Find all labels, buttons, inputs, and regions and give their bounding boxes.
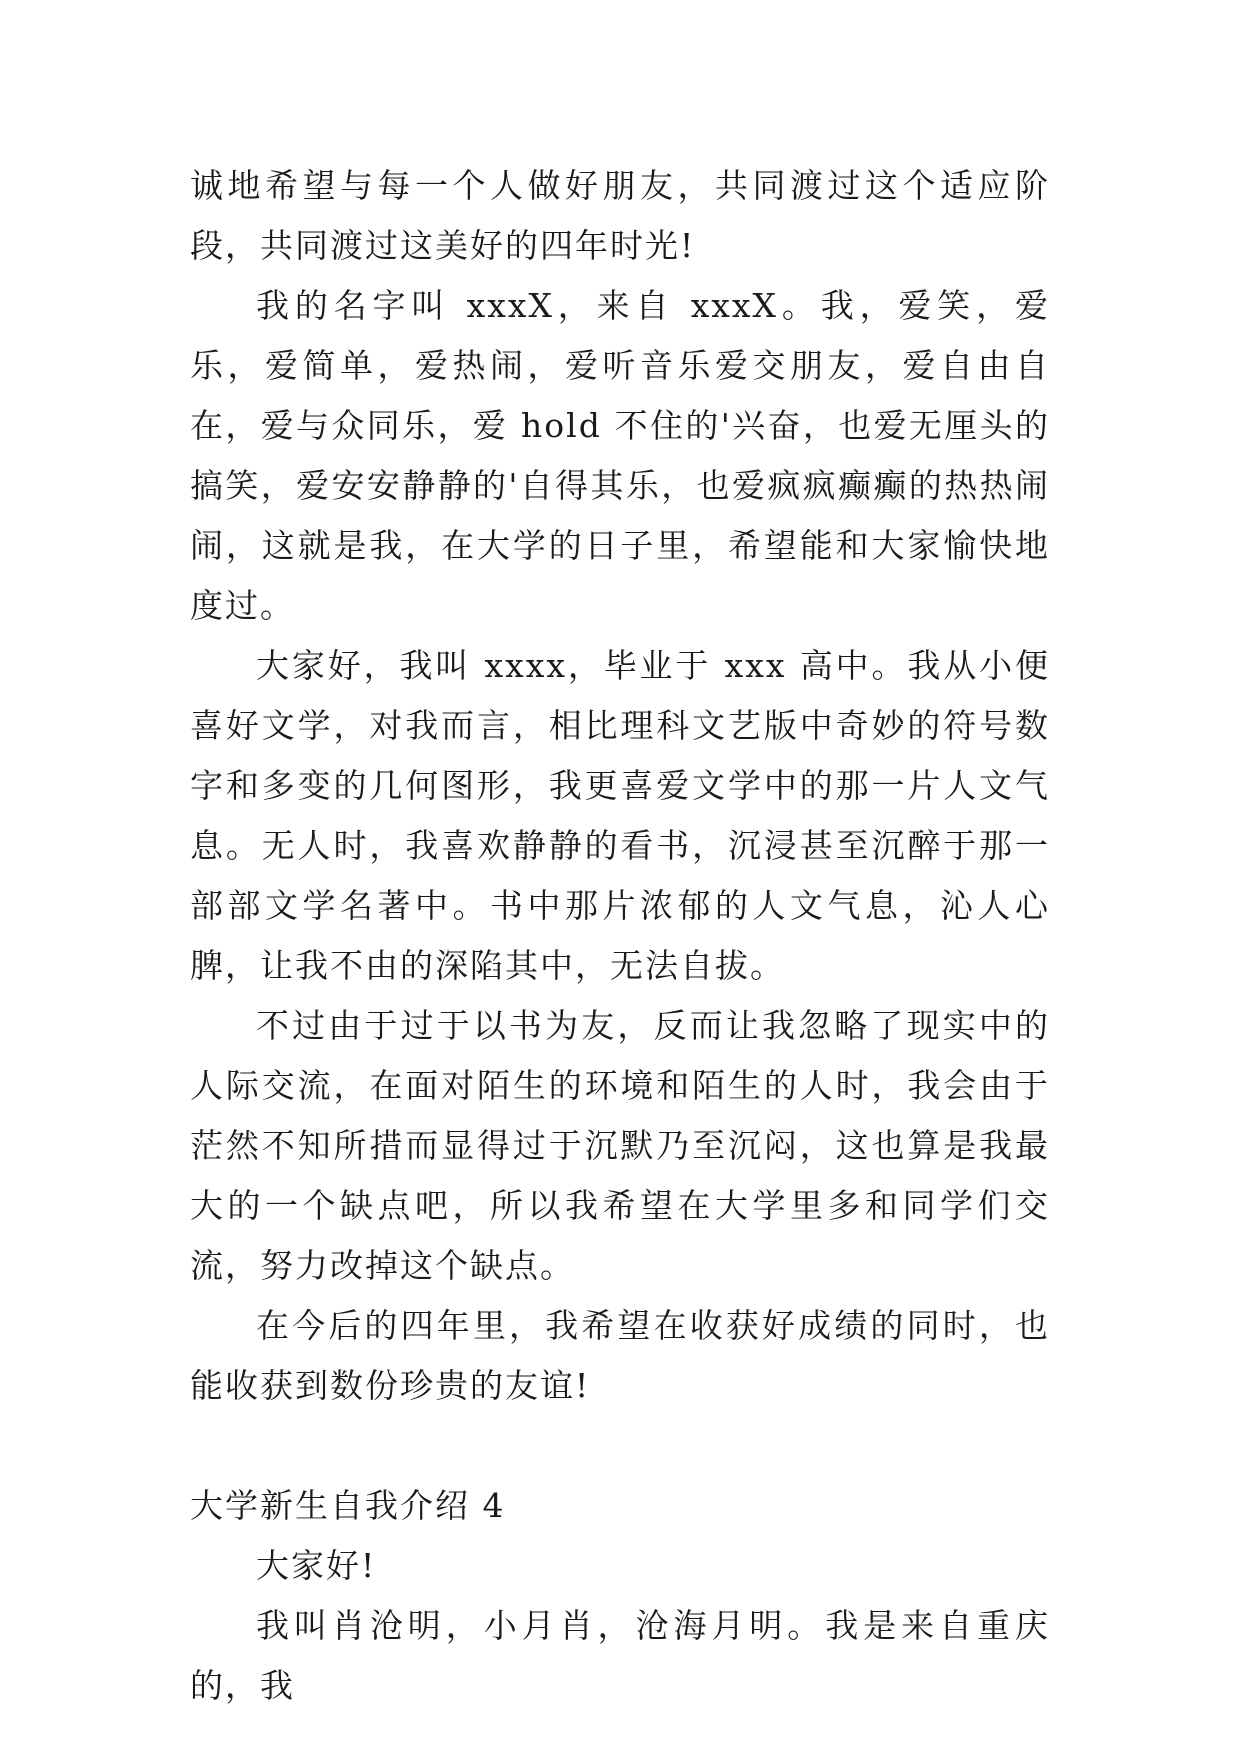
paragraph-shortcoming: 不过由于过于以书为友，反而让我忽略了现实中的人际交流，在面对陌生的环境和陌生的人时，我会由于茫然不知所措而显得过于沉默乃至沉闷，这也算是我最大的一个缺点吧，所以我希望在大学里多和同学们交流，努力改掉这个缺点。 — [190, 1006, 1050, 1285]
paragraph-hope: 在今后的四年里，我希望在收获好成绩的同时，也能收获到数份珍贵的友谊! — [190, 1306, 1050, 1405]
document-body — [190, 156, 1050, 1716]
paragraph-intro-xxxX: 我的名字叫 xxxX，来自 xxxX。我，爱笑，爱乐，爱简单，爱热闹，爱听音乐爱交朋友，爱自由自在，爱与众同乐，爱 hold 不住的'兴奋，也爱无厘头的搞笑，爱安安静静的'自得其乐，也爱疯疯癫癫的热热闹闹，这就是我，在大学的日子里，希望能和大家愉快地度过。 — [190, 286, 1050, 625]
paragraph-name-intro: 我叫肖沧明，小月肖，沧海月明。我是来自重庆的，我 — [190, 1606, 1050, 1705]
paragraph-greeting: 大家好! — [256, 1546, 377, 1585]
section-title: 大学新生自我介绍 4 — [190, 1486, 506, 1525]
paragraph-continuation: 诚地希望与每一个人做好朋友，共同渡过这个适应阶段，共同渡过这美好的四年时光! — [190, 166, 1050, 265]
paragraph-intro-literature: 大家好，我叫 xxxx，毕业于 xxx 高中。我从小便喜好文学，对我而言，相比理科文艺版中奇妙的符号数字和多变的几何图形，我更喜爱文学中的那一片人文气息。无人时，我喜欢静静的看书，沉浸甚至沉醉于那一部部文学名著中。书中那片浓郁的人文气息，沁人心脾，让我不由的深陷其中，无法自拔。 — [190, 646, 1050, 985]
